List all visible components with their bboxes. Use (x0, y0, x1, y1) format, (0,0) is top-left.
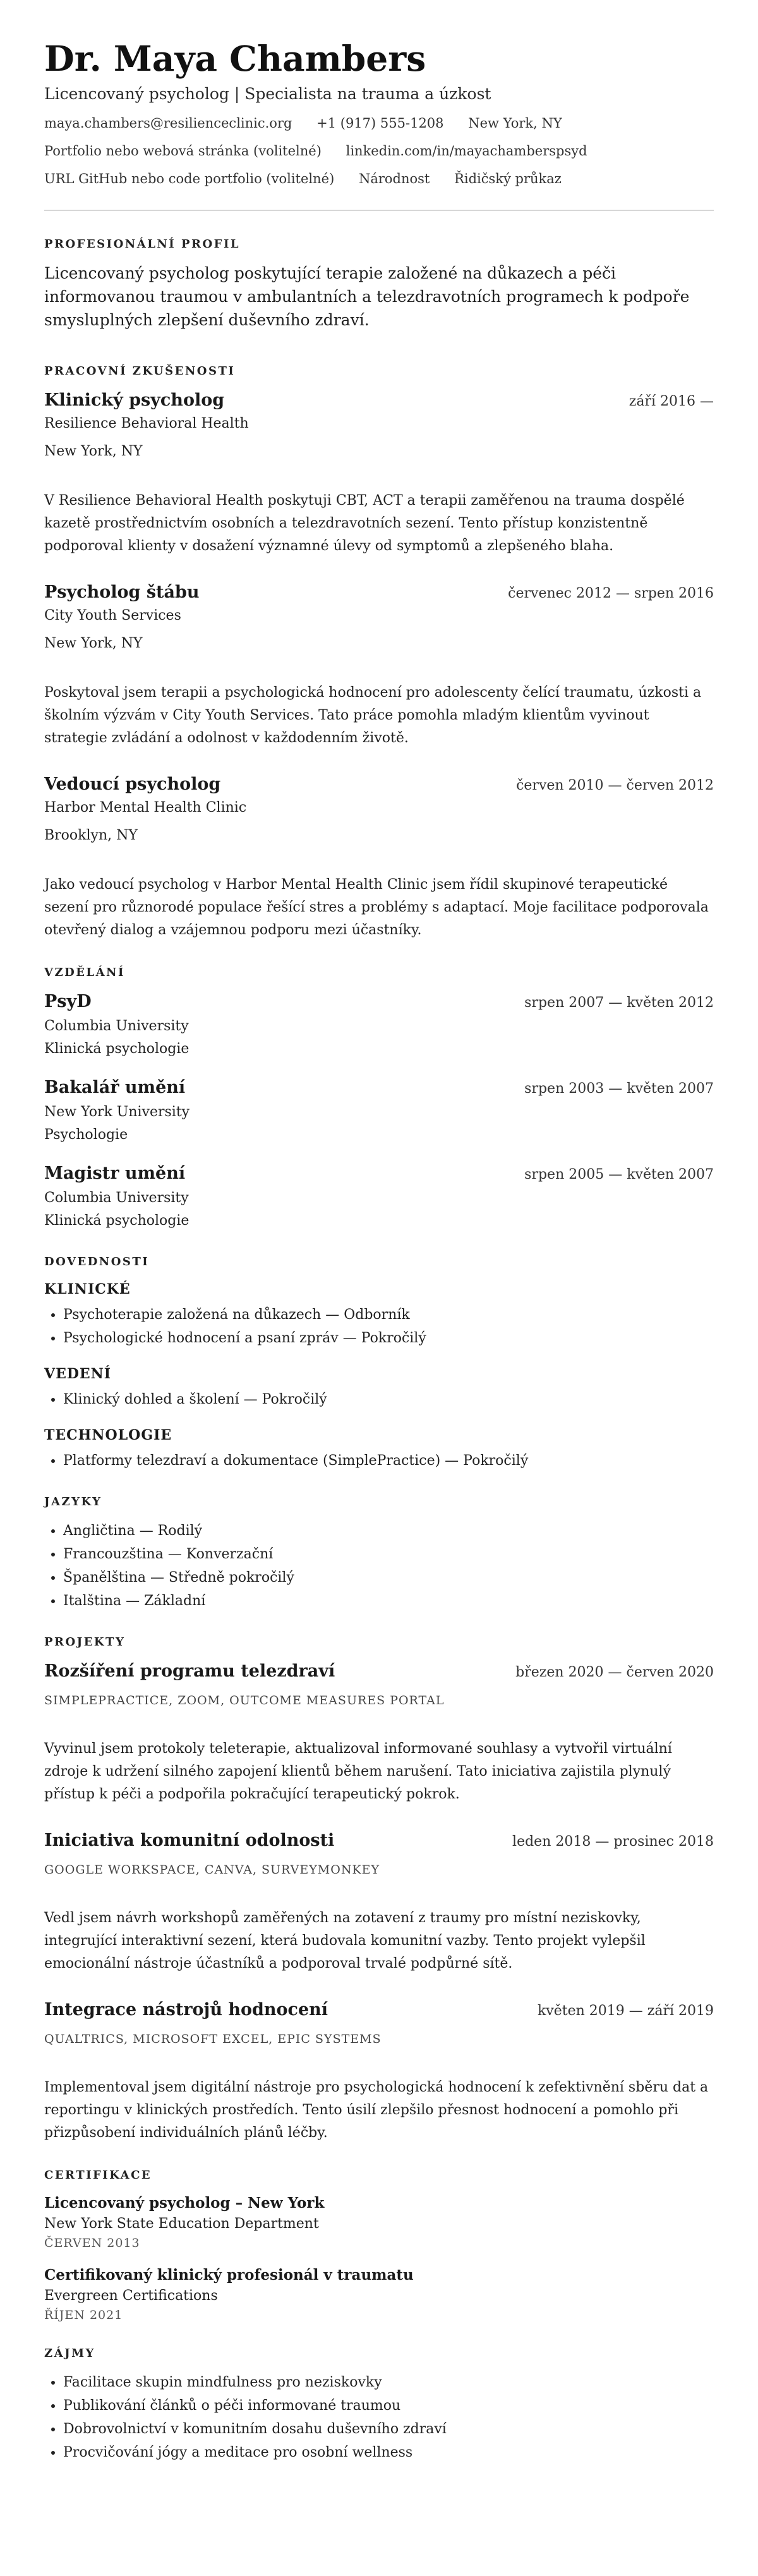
certification-date: ŘÍJEN 2021 (44, 2308, 123, 2322)
contact-email[interactable]: maya.chambers@resilienceclinic.org (44, 116, 292, 131)
certifications-heading: CERTIFIKACE (44, 2169, 152, 2182)
candidate-name: Dr. Maya Chambers (44, 38, 426, 79)
language-item: • Francouzština — Konverzační (63, 1543, 714, 1566)
job-org: City Youth Services (44, 608, 181, 623)
project-date: leden 2018 — prosinec 2018 (512, 1834, 714, 1850)
contact-row-3 (44, 169, 714, 188)
skills-section (44, 1254, 714, 1472)
project-date: březen 2020 — červen 2020 (515, 1664, 714, 1680)
job-date: červen 2010 — červen 2012 (516, 778, 714, 793)
school-name: New York University (44, 1104, 190, 1120)
interests-section (44, 2345, 714, 2464)
skill-list (44, 1303, 714, 1350)
skills-heading: DOVEDNOSTI (44, 1255, 150, 1268)
skill-item: • Klinický dohled a školení — Pokročilý (63, 1388, 714, 1411)
study-field: Psychologie (44, 1127, 128, 1143)
education-entry (44, 990, 714, 1061)
job-location: New York, NY (44, 443, 143, 459)
contact-linkedin[interactable]: linkedin.com/in/mayachamberspsyd (346, 143, 587, 159)
projects-heading: PROJEKTY (44, 1635, 126, 1649)
interest-item: • Dobrovolnictví v komunitním dosahu duševního zdraví (63, 2417, 714, 2441)
job-date: září 2016 — (629, 394, 714, 409)
interest-item: • Facilitace skupin mindfulness pro neziskovky (63, 2371, 714, 2394)
certification-date: ČERVEN 2013 (44, 2236, 140, 2250)
education-date: srpen 2003 — květen 2007 (524, 1081, 714, 1097)
skill-list (44, 1388, 714, 1411)
project-tech: QUALTRICS, MICROSOFT EXCEL, EPIC SYSTEMS (44, 2032, 382, 2046)
degree-name: Bakalář umění (44, 1078, 186, 1097)
project-description: Implementoval jsem digitální nástroje pro psychologická hodnocení k zefektivnění sběru dat a reportingu v klinických prostředích. Tento úsilí zlepšilo přesnost hodnocení a pomohlo při přizpůsobení individuálních plánů léčby. (44, 2079, 709, 2141)
job-date: červenec 2012 — srpen 2016 (508, 586, 714, 601)
education-entry (44, 1162, 714, 1232)
certification-entry (44, 2265, 714, 2324)
interests-heading: ZÁJMY (44, 2347, 95, 2360)
header-divider (44, 210, 714, 211)
certification-issuer: New York State Education Department (44, 2216, 319, 2232)
skill-item: • Psychologické hodnocení a psaní zpráv — Pokročilý (63, 1327, 714, 1350)
job-location: New York, NY (44, 635, 143, 651)
education-section (44, 965, 714, 1232)
profile-text: Licencovaný psycholog poskytující terapie založené na důkazech a péči informovanou traumou v ambulantních a telezdravotních programech k podpoře smysluplných zlepšení duševního zdraví. (44, 264, 690, 329)
project-title: Integrace nástrojů hodnocení (44, 2000, 328, 2019)
languages-heading: JAZYKY (44, 1495, 102, 1508)
languages-section (44, 1494, 714, 1613)
education-heading: VZDĚLÁNÍ (44, 966, 125, 979)
experience-section (44, 363, 714, 942)
language-item: • Italština — Základní (63, 1589, 714, 1613)
language-list (44, 1519, 714, 1613)
certification-name: Licencovaný psycholog – New York (44, 2194, 325, 2212)
job-description: V Resilience Behavioral Health poskytuji CBT, ACT a terapii zaměřenou na trauma dospělé kazetě prostřednictvím osobních a telezdravotních sezení. Tento přístup konzistentně podporoval klienty v dosažení významné úlevy od symptomů a zlepšeného blaha. (44, 493, 685, 554)
contact-license: Řidičský průkaz (454, 171, 562, 186)
study-field: Klinická psychologie (44, 1213, 190, 1229)
job-entry (44, 388, 714, 558)
language-item: • Angličtina — Rodilý (63, 1519, 714, 1543)
skill-list (44, 1449, 714, 1472)
project-description: Vedl jsem návrh workshopů zaměřených na zotavení z traumy pro místní neziskovky, integrující interaktivní sezení, která budovala komunitní vazby. Tento projekt vylepšil emocionální nástroje účastníků a podporoval trvalé podpůrné sítě. (44, 1910, 646, 1971)
experience-heading: PRACOVNÍ ZKUŠENOSTI (44, 364, 236, 378)
certification-issuer: Evergreen Certifications (44, 2288, 218, 2304)
skill-item: • Platformy telezdraví a dokumentace (SimplePractice) — Pokročilý (63, 1449, 714, 1472)
interest-item: • Publikování článků o péči informované traumou (63, 2394, 714, 2417)
school-name: Columbia University (44, 1190, 189, 1206)
job-entry (44, 773, 714, 942)
project-title: Rozšíření programu telezdraví (44, 1661, 335, 1681)
contact-phone[interactable]: +1 (917) 555-1208 (316, 116, 444, 131)
contact-portfolio[interactable]: Portfolio nebo webová stránka (volitelné) (44, 143, 322, 159)
project-tech: SIMPLEPRACTICE, ZOOM, OUTCOME MEASURES PORTAL (44, 1694, 445, 1707)
contact-row-2 (44, 141, 714, 160)
skill-category-name: TECHNOLOGIE (44, 1427, 172, 1443)
project-entry (44, 1998, 714, 2145)
contact-location: New York, NY (468, 116, 562, 131)
project-entry (44, 1829, 714, 1975)
projects-section (44, 1634, 714, 2145)
school-name: Columbia University (44, 1018, 189, 1034)
job-location: Brooklyn, NY (44, 828, 138, 843)
education-date: srpen 2005 — květen 2007 (524, 1167, 714, 1183)
project-date: květen 2019 — září 2019 (537, 2003, 714, 2019)
interest-item: • Procvičování jógy a meditace pro osobní wellness (63, 2441, 714, 2464)
job-title: Klinický psycholog (44, 390, 225, 410)
candidate-subtitle: Licencovaný psycholog | Specialista na trauma a úzkost (44, 85, 491, 103)
job-title: Psycholog štábu (44, 582, 200, 602)
education-date: srpen 2007 — květen 2012 (524, 995, 714, 1011)
job-org: Resilience Behavioral Health (44, 416, 249, 431)
interest-list (44, 2371, 714, 2464)
degree-name: PsyD (44, 992, 92, 1011)
job-description: Poskytoval jsem terapii a psychologická hodnocení pro adolescenty čelící traumatu, úzkosti a školním výzvám v City Youth Services. Tato práce pomohla mladým klientům vyvinout strategie zvládání a odolnost v každodenním životě. (44, 685, 702, 746)
certification-name: Certifikovaný klinický profesionál v traumatu (44, 2266, 414, 2284)
degree-name: Magistr umění (44, 1164, 186, 1183)
job-org: Harbor Mental Health Clinic (44, 800, 247, 816)
contact-github[interactable]: URL GitHub nebo code portfolio (volitelné) (44, 171, 335, 186)
project-description: Vyvinul jsem protokoly teleterapie, aktualizoval informované souhlasy a vytvořil virtuální zdroje k udržení silného zapojení klientů během narušení. Tato iniciativa zajistila plynulý přístup k péči a podpořila pokračující terapeutický pokrok. (44, 1741, 672, 1802)
certification-entry (44, 2193, 714, 2252)
skill-item: • Psychoterapie založená na důkazech — Odborník (63, 1303, 714, 1327)
project-tech: GOOGLE WORKSPACE, CANVA, SURVEYMONKEY (44, 1863, 380, 1877)
skill-category-name: KLINICKÉ (44, 1281, 131, 1297)
job-title: Vedoucí psycholog (44, 774, 221, 794)
project-entry (44, 1659, 714, 1806)
job-description: Jako vedoucí psycholog v Harbor Mental Health Clinic jsem řídil skupinové terapeutické sezení pro různorodé populace řešící stres a problémy s adaptací. Moje facilitace podporovala otevřený dialog a vzájemnou podporu mezi účastníky. (44, 877, 709, 938)
profile-heading: PROFESIONÁLNÍ PROFIL (44, 238, 241, 251)
contact-row-1 (44, 114, 714, 133)
certifications-section (44, 2167, 714, 2324)
study-field: Klinická psychologie (44, 1041, 190, 1057)
language-item: • Španělština — Středně pokročilý (63, 1566, 714, 1589)
education-entry (44, 1076, 714, 1147)
skill-category-name: VEDENÍ (44, 1366, 112, 1382)
project-title: Iniciativa komunitní odolnosti (44, 1831, 335, 1850)
job-entry (44, 581, 714, 750)
contact-nationality: Národnost (358, 171, 430, 186)
